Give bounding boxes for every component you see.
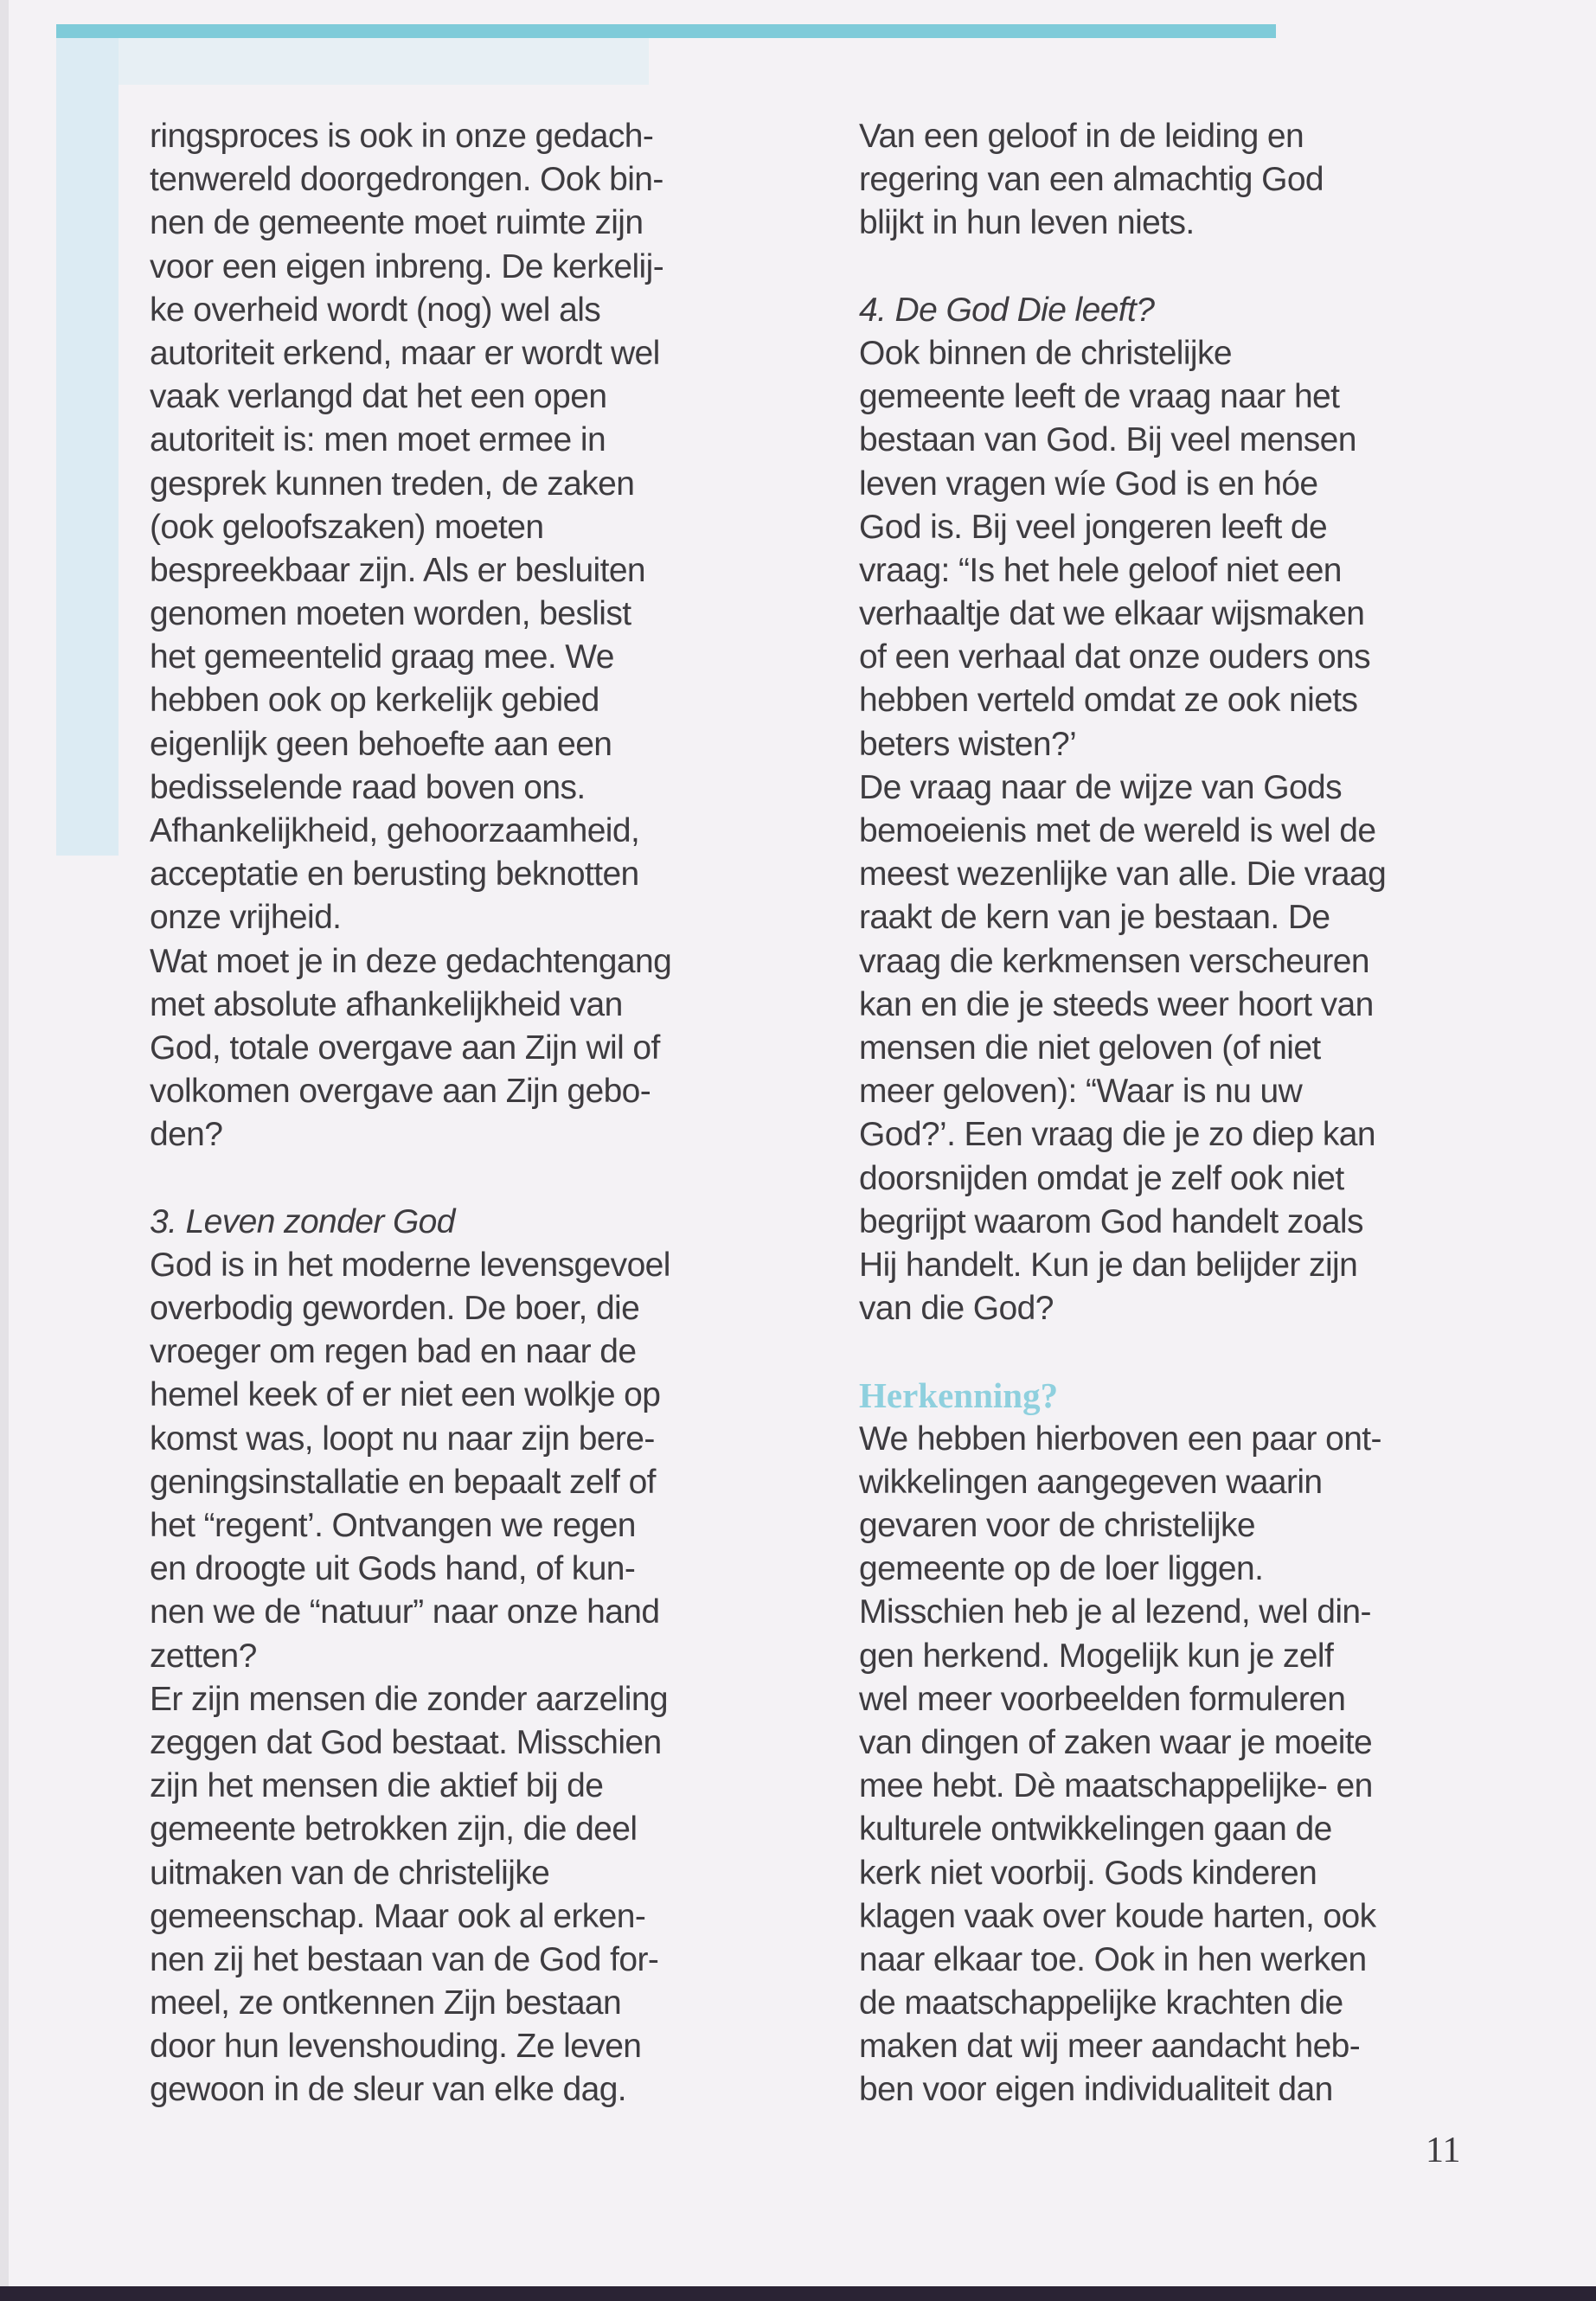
text-line: doorsnijden omdat je zelf ook niet (859, 1159, 1344, 1197)
text-line: Van een geloof in de leiding en (859, 118, 1304, 155)
text-line: nen de gemeente moet ruimte zijn (150, 204, 644, 242)
left-accent-strip (56, 38, 119, 856)
text-line: onze vrijheid. (150, 899, 342, 937)
page-number: 11 (1426, 2131, 1461, 2170)
text-line: begrijpt waarom God handelt zoals (859, 1202, 1363, 1240)
text-line: mee hebt. Dè maatschappelijke- en (859, 1767, 1373, 1805)
text-line: Afhankelijkheid, gehoorzaamheid, (150, 812, 640, 849)
text-line: (ook geloofszaken) moeten (150, 508, 544, 546)
text-line: wel meer voorbeelden formuleren (859, 1680, 1346, 1718)
page-edge (0, 0, 9, 2301)
text-line: voor een eigen inbreng. De kerkelij- (150, 247, 664, 285)
text-line: ben voor eigen individualiteit dan (859, 2071, 1333, 2109)
text-line: het gemeentelid graag mee. We (150, 638, 614, 676)
text-line: zeggen dat God bestaat. Misschien (150, 1723, 662, 1761)
text-line: gemeente op de loer liggen. (859, 1550, 1264, 1588)
text-line: God?’. Een vraag die je zo diep kan (859, 1116, 1375, 1154)
scan-bottom-edge (0, 2286, 1596, 2301)
text-line: van die God? (859, 1290, 1054, 1328)
blank-line (150, 1157, 790, 1201)
text-line: van dingen of zaken waar je moeite (859, 1723, 1373, 1761)
text-line: Wat moet je in deze gedachtengang (150, 942, 672, 980)
text-line: kerk niet voorbij. Gods kinderen (859, 1854, 1317, 1892)
text-line: zijn het mensen die aktief bij de (150, 1767, 604, 1805)
text-line: kan en die je steeds weer hoort van (859, 985, 1374, 1023)
text-line: gemeente leeft de vraag naar het (859, 378, 1340, 416)
text-line: en droogte uit Gods hand, of kun- (150, 1550, 636, 1588)
text-line: wikkelingen aangegeven waarin (859, 1463, 1323, 1501)
text-line: blijkt in hun leven niets. (859, 204, 1195, 242)
text-line: den? (150, 1116, 223, 1154)
text-line: gesprek kunnen treden, de zaken (150, 465, 635, 503)
text-line: ringsproces is ook in onze gedach- (150, 118, 654, 155)
text-line: mensen die niet geloven (of niet (859, 1029, 1321, 1067)
text-line: volkomen overgave aan Zijn gebo- (150, 1073, 651, 1111)
text-line: het “regent’. Ontvangen we regen (150, 1507, 636, 1544)
text-line: bestaan van God. Bij veel mensen (859, 421, 1356, 459)
text-line: hemel keek of er niet een wolkje op (150, 1376, 661, 1414)
text-line: We hebben hierboven een paar ont- (859, 1420, 1381, 1458)
text-line: met absolute afhankelijkheid van (150, 985, 623, 1023)
text-line: meest wezenlijke van alle. Die vraag (859, 856, 1387, 894)
text-line: vraag die kerkmensen verscheuren (859, 942, 1369, 980)
text-line: hebben verteld omdat ze ook niets (859, 682, 1358, 720)
subsection-title: 4. De God Die leeft? (859, 291, 1155, 329)
blank-line (859, 246, 1499, 289)
text-line: meel, ze ontkennen Zijn bestaan (150, 1984, 622, 2022)
text-line: regering van een almachtig God (859, 161, 1324, 199)
text-line: Er zijn mensen die zonder aarzeling (150, 1680, 669, 1718)
text-line: God is. Bij veel jongeren leeft de (859, 508, 1328, 546)
text-line: of een verhaal dat onze ouders ons (859, 638, 1371, 676)
text-line: vaak verlangd dat het een open (150, 378, 607, 416)
text-line: De vraag naar de wijze van Gods (859, 768, 1343, 806)
top-accent-bar (56, 24, 1276, 38)
text-line: maken dat wij meer aandacht heb- (859, 2028, 1361, 2066)
left-text-column (150, 115, 790, 2112)
text-line: kulturele ontwikkelingen gaan de (859, 1811, 1332, 1849)
blank-line (859, 1330, 1499, 1374)
text-line: vroeger om regen bad en naar de (150, 1333, 637, 1371)
text-line: Misschien heb je al lezend, wel din- (859, 1593, 1371, 1631)
text-line: komst was, loopt nu naar zijn bere- (150, 1420, 655, 1458)
text-line: uitmaken van de christelijke (150, 1854, 550, 1892)
right-text-column (859, 115, 1499, 2112)
text-line: ke overheid wordt (nog) wel als (150, 291, 601, 329)
top-tint-panel (56, 38, 649, 85)
text-line: de maatschappelijke krachten die (859, 1984, 1343, 2022)
text-line: meer geloven): “Waar is nu uw (859, 1073, 1303, 1111)
section-heading: Herkenning? (859, 1375, 1059, 1416)
text-line: Ook binnen de christelijke (859, 334, 1232, 372)
text-line: bemoeienis met de wereld is wel de (859, 812, 1376, 849)
text-line: verhaaltje dat we elkaar wijsmaken (859, 595, 1365, 633)
text-line: genomen moeten worden, beslist (150, 595, 631, 633)
text-line: bedisselende raad boven ons. (150, 768, 586, 806)
text-line: gemeente betrokken zijn, die deel (150, 1811, 638, 1849)
text-line: eigenlijk geen behoefte aan een (150, 725, 612, 763)
text-line: God, totale overgave aan Zijn wil of (150, 1029, 660, 1067)
text-line: Hij handelt. Kun je dan belijder zijn (859, 1246, 1358, 1284)
text-line: bespreekbaar zijn. Als er besluiten (150, 551, 646, 589)
subsection-title: 3. Leven zonder God (150, 1202, 455, 1240)
text-line: klagen vaak over koude harten, ook (859, 1897, 1376, 1935)
text-line: autoriteit is: men moet ermee in (150, 421, 606, 459)
text-line: gewoon in de sleur van elke dag. (150, 2071, 627, 2109)
text-line: raakt de kern van je bestaan. De (859, 899, 1330, 937)
text-line: hebben ook op kerkelijk gebied (150, 682, 599, 720)
text-line: leven vragen wíe God is en hóe (859, 465, 1318, 503)
text-line: vraag: “Is het hele geloof niet een (859, 551, 1342, 589)
text-line: autoriteit erkend, maar er wordt wel (150, 334, 660, 372)
text-line: door hun levenshouding. Ze leven (150, 2028, 642, 2066)
text-line: nen zij het bestaan van de God for- (150, 1940, 659, 1978)
text-line: geningsinstallatie en bepaalt zelf of (150, 1463, 656, 1501)
text-line: beters wisten?’ (859, 725, 1077, 763)
text-line: acceptatie en berusting beknotten (150, 856, 639, 894)
text-line: gen herkend. Mogelijk kun je zelf (859, 1637, 1334, 1675)
text-line: overbodig geworden. De boer, die (150, 1290, 640, 1328)
text-line: zetten? (150, 1637, 257, 1675)
text-line: gevaren voor de christelijke (859, 1507, 1255, 1544)
text-line: gemeenschap. Maar ook al erken- (150, 1897, 646, 1935)
text-line: tenwereld doorgedrongen. Ook bin- (150, 161, 663, 199)
text-line: naar elkaar toe. Ook in hen werken (859, 1940, 1367, 1978)
text-line: God is in het moderne levensgevoel (150, 1246, 670, 1284)
text-line: nen we de “natuur” naar onze hand (150, 1593, 660, 1631)
